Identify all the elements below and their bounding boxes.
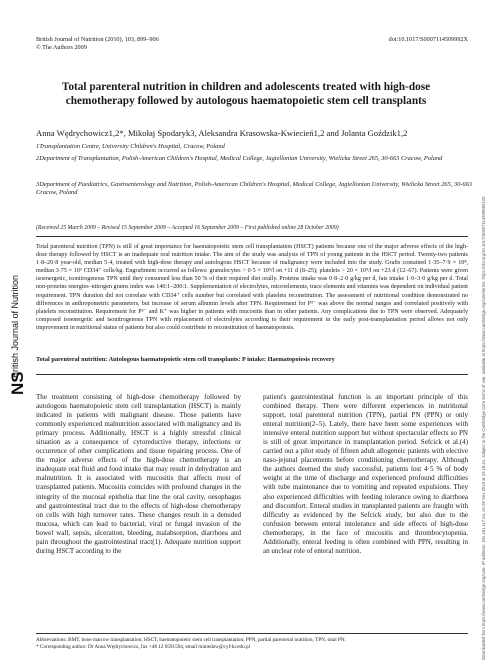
footnotes xyxy=(36,637,468,651)
divider xyxy=(36,374,468,375)
abbreviations-footnote: Abbreviations: BMT, bone marrow transplantation; HSCT, haematopoietic stem cell transplantation; PPN, partial parenteral nutrition; TPN, total PN. xyxy=(36,637,346,643)
journal-name-vertical: British Journal of Nutrition xyxy=(10,274,20,378)
keywords: Total parenteral nutrition: Autologous haematopoietic stem cell transplants: P intake: Haematopoiesis recovery xyxy=(36,356,335,363)
paragraph: The treatment consisting of high-dose chemotherapy followed by autologous haematopoietic stem cell transplantation (HSCT) is mainly indicated in patients with malignant disease. Those patients have commonly experienced malnutrition associated with malignancy and its primary process. Additionally, HSCT is a highly stressful clinical situation as a consequence of cytoreductive therapy, infections or occurrence of other complications and tissue repairing process. One of the major adverse effects of the high-dose chemotherapy is an inadequate oral fluid and food intake that may result in dehydration and malnutrition. It is associated with mucositis that affects most of transplanted patients. Mucositis coincides with profound changes in the integrity of the mucosal epithelia that line the oral cavity, oesophagus and gastrointestinal tract due to the effects of high-dose chemotherapy on cells with high turnover rates. These changes result in a denuded mucosa, which can lead to bacterial, viral or fungal invasion of the bowel wall, sepsis, ulceration, bleeding, malabsorption, diarrhoea and pain throughout the gastrointestinal tract(1). Adequate nutrition support during HSCT according to the xyxy=(36,393,241,555)
journal-sidebar xyxy=(6,274,27,450)
corresponding-author-footnote: * Corresponding author: Dr Anna Wędrychowicz, fax +48 12 6591594, email miniedzw@cyf-kr.edu.pl xyxy=(36,643,251,650)
divider xyxy=(36,236,468,237)
article-title: Total parenteral nutrition in children and adolescents treated with high-dose chemotherapy followed by autologous haematopoietic stem cell transplants xyxy=(61,81,431,107)
journal-citation: British Journal of Nutrition (2010), 103, 899–906 xyxy=(36,36,159,43)
copyright-line: © The Authors 2009 xyxy=(36,44,87,51)
paragraph: patient's gastrointestinal function is an important principle of this combined therapy. There were different experiences in nutritional support, total parenteral nutrition (TPN), partial PN (PPN) or only enteral nutrition(2–5). Lately, there have been some experiences with intensive enteral nutrition support but without spectacular effects so PN is still of great importance in transplantation period. Sefcick et al.(4) carried out a pilot study of fifteen adult allogeneic patients with elective naso-jejunal placements before conditioning chemotherapy. Although the authors deemed the study successful, patients lost 4·5 % of body weight at the time of discharge and experienced profound difficulties with tube maintenance due to vomiting and repeated expulsions. They also experienced difficulties with feeding tolerance owing to diarrhoea and discomfort. Enteral studies in transplanted patients are fraught with difficulty as evidenced by the Sefcick study, but also due to the confusion between enteral intolerance and side effects of high-dose chemotherapy, in the face of mucositis and thrombocytopenia. Additionally, enteral feeding is often combined with PPN, resulting in an unclear role of enteral nutrition. xyxy=(263,393,468,555)
doi-line[interactable]: doi:10.1017/S0007114509992X xyxy=(388,36,468,43)
received-dates: (Received 25 March 2009 – Revised 15 September 2009 – Accepted 16 September 2009 – First published online 28 October 2009) xyxy=(36,225,339,231)
body-column-left xyxy=(36,393,241,556)
journal-logo: NS xyxy=(8,371,27,395)
affiliation-1: 1Transplantation Centre, University Children's Hospital, Cracow, Poland xyxy=(36,143,225,150)
footnote-divider xyxy=(36,633,468,634)
body-column-right xyxy=(263,393,468,556)
author-list: Anna Wędrychowicz1,2*, Mikołaj Spodaryk3, Aleksandra Krasowska-Kwiecień1,2 and Jolanta Goździk1,2 xyxy=(36,128,408,138)
affiliation-3: 3Department of Paediatrics, Gastroenterology and Nutrition, Polish-American Children's Hospital, Medical College, Jagiellonian University, Wielicka Street 265, 30-663 Cracow, Poland xyxy=(36,181,472,197)
affiliation-2: 2Department of Transplantation, Polish-American Children's Hospital, Medical College, Jagiellonian University, Wielicka Street 265, 30-663 Cracow, Poland xyxy=(36,155,443,162)
abstract: Total parenteral nutrition (TPN) is still of great importance for haematopoietic stem cell transplantation (HSCT) patients because one of the major adverse effects of the high-dose therapy followed by HSCT is an inadequate oral nutrition intake. The aim of the study was analysis of TPN of young patients in the HSCT period. Twenty-two patients 1·8–20·8 year-old, median 5·4, treated with high-dose therapy and autologous HSCT because of malignancy were included into the study. Grafts contained 1·35–7·9 × 10⁸, median 3·75 × 10⁶ CD34⁺ cells/kg. Engraftment occurred as follows: granulocytes > 0·5 × 10⁹/l on +11 d (8–25); platelets > 20 × 10⁹/l on +23 d (12–67). Patients were given isoenergetic, isonitrogenous TPN until they consumed less than 50 % of their required diet orally. Proteins intake was 0·8–2·0 g/kg per d, fats intake 1·0–3·0 g/kg per d. Total non-proteins energies–nitrogen grams index was 140:1–200:1. Supplementation of electrolytes, microelements, trace elements and vitamins was dependent on individual patient requirement. TPN duration did not correlate with CD34⁺ cells number but correlated with platelets reconstitution. The assessment of nutritional condition demonstrated no differences in anthropometric parameters, but increase of serum albumin levels after TPN. Requirement for P³⁻ was above the normal ranges and correlated positively with platelets reconstitution. Requirement for P³⁻ and K⁺ was higher in patients with mucositis than in other patients. Any complications due to TPN were observed. Adequately composed isoenergetic and isonitrogenous TPN with replacement of electrolytes according to their requirement in the early post-transplantation period allows not only improvement in nutritional status of patients but also could contribute to reconstitution of haematopoiesis. xyxy=(36,244,468,331)
download-notice: Downloaded from https://www.cambridge.org/core. IP address: 181.181.117.54, on 09 Nov 2019 at 22:18:44, subject to the Cambridge Core terms of use, available at https://www.cambridge.org/core/terms. https://doi.org/10.1017/S000711450999242X xyxy=(481,196,486,660)
